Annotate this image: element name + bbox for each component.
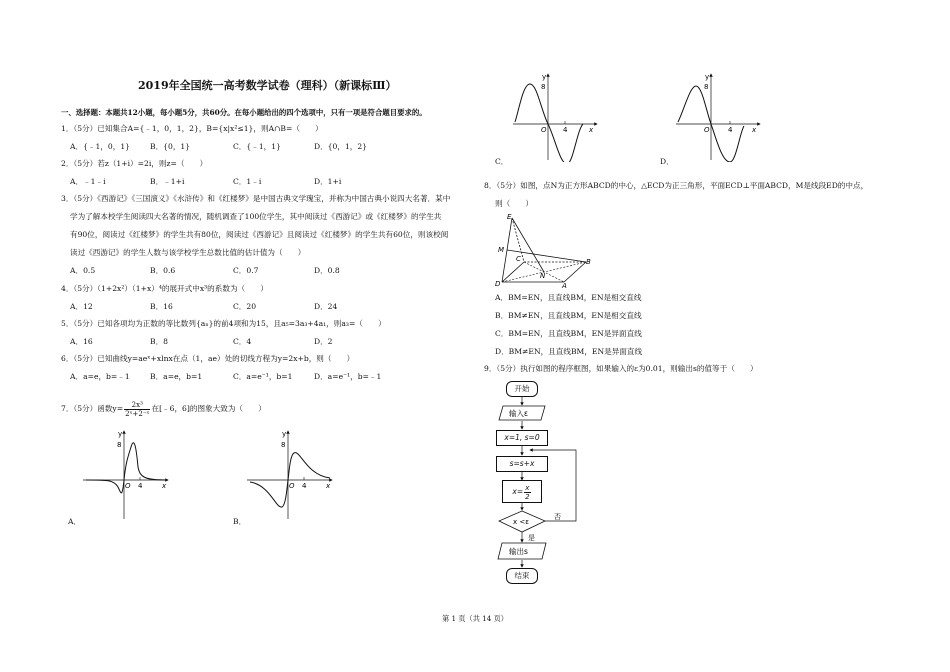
q3-line3: 有90位，阅读过《红楼梦》的学生共有80位，阅读过《西游记》且阅读过《红楼梦》的学生共有60位，则该校阅 (70, 230, 449, 239)
flow-start: 开始 (506, 381, 538, 397)
graph-b-origin: O (289, 482, 295, 490)
q8-option-d: D．BM≠EN，且直线BM，EN是异面直线 (495, 347, 643, 356)
graph-a-tick-y: 8 (117, 441, 122, 449)
q4-option-a: A．12 (70, 302, 93, 311)
q4-option-d: D．24 (314, 302, 338, 311)
q8-option-a: A．BM=EN，且直线BM，EN是相交直线 (495, 293, 642, 302)
q7-option-d: D． (660, 157, 674, 166)
q8-line1: 8．（5分）如图，点N为正方形ABCD的中心，△ECD为正三角形，平面ECD⊥平面ABCD，M是线段ED的中点， (484, 181, 869, 190)
q7-option-a: A． (68, 517, 82, 526)
q7-option-b: B． (233, 517, 247, 526)
graph-a-y-label: y (118, 430, 123, 438)
q5-stem: 5．（5分）已知各项均为正数的等比数列{aₙ}的前4项和为15，且a₅=3a₃+4a₁，则a₃=（ ） (61, 319, 386, 328)
q8-figure (494, 210, 594, 290)
q6-option-c: C．a=e⁻¹，b=1 (233, 372, 293, 381)
graph-d-tick-y: 8 (704, 83, 709, 91)
q6-option-b: B．a=e，b=1 (150, 372, 203, 381)
graph-c-origin: O (541, 126, 547, 134)
q7-graph-d (668, 70, 768, 162)
q5-option-b: B．8 (150, 337, 169, 346)
q8-label-d: D (495, 280, 501, 288)
q1-option-c: C．{﹣1，1} (233, 142, 281, 151)
q2-option-b: B．﹣1+i (150, 177, 185, 186)
q2-option-c: C．1﹣i (233, 177, 262, 186)
page-footer: 第 1 页（共 14 页） (442, 614, 508, 623)
q7-graph-a (78, 427, 178, 522)
graph-c-tick-x: 4 (563, 126, 568, 134)
q6-option-a: A．a=e，b=﹣1 (70, 372, 130, 381)
q4-stem: 4．（5分）（1+2x²）（1+x）⁴的展开式中x³的系数为（ ） (61, 284, 268, 293)
q7-graph-c (505, 70, 605, 162)
q8-label-m: M (498, 246, 505, 254)
q8-label-a: A (562, 282, 567, 290)
q7-stem (61, 400, 266, 418)
graph-b-tick-x: 4 (302, 482, 307, 490)
graph-d-origin: O (704, 126, 710, 134)
flow-no-label: 否 (554, 513, 561, 521)
flow-init: x=1, s=0 (496, 430, 548, 446)
flow-update-x-pre: x= (512, 487, 524, 496)
graph-a-origin: O (125, 482, 131, 490)
graph-b-x-label: x (326, 482, 331, 490)
q8-label-c: C (516, 255, 521, 263)
graph-c-y-label: y (542, 73, 547, 81)
q2-stem: 2．（5分）若z（1+i）=2i，则z=（ ） (61, 159, 208, 168)
flow-update-x-fraction (524, 484, 530, 501)
q8-label-b: B (586, 258, 591, 266)
q9-stem: 9．（5分）执行如图的程序框图，如果输入的ε为0.01，则输出s的值等于（ ） (484, 364, 758, 373)
q7-fraction (124, 401, 150, 418)
q5-option-a: A．16 (70, 337, 93, 346)
q1-stem: 1．（5分）已知集合A={﹣1，0，1，2}，B={x|x²≤1}，则A∩B=（ ） (61, 124, 323, 133)
flow-update-s: s=s+x (496, 456, 548, 472)
graph-b-tick-y: 8 (281, 441, 286, 449)
q3-option-c: C．0.7 (233, 266, 259, 275)
q7-graph-b (242, 427, 342, 522)
q3-line4: 读过《西游记》的学生人数与该学校学生总数比值的估计值为（ ） (70, 248, 306, 257)
q8-option-c: C．BM=EN，且直线BM，EN是异面直线 (495, 329, 642, 338)
flow-update-x-num: x (525, 483, 530, 492)
q7-numerator: 2x³ (124, 401, 150, 410)
q3-option-d: D．0.8 (314, 266, 340, 275)
q1-option-a: A．{﹣1，0，1} (70, 142, 131, 151)
q1-option-b: B．{0，1} (150, 142, 191, 151)
q7-denominator: 2ˣ+2⁻ˣ (125, 409, 150, 418)
graph-a-x-label: x (162, 482, 167, 490)
graph-c-x-label: x (589, 126, 594, 134)
flow-update-x (502, 480, 542, 503)
q8-label-e: E (507, 213, 512, 221)
q8-option-b: B．BM≠EN，且直线BM，EN是相交直线 (495, 311, 642, 320)
flow-update-x-den: 2 (525, 492, 530, 501)
graph-d-y-label: y (705, 73, 710, 81)
page-title: 2019年全国统一高考数学试卷（理科）（新课标Ⅲ） (138, 79, 397, 92)
q1-option-d: D．{0，1，2} (314, 142, 368, 151)
q7-option-c: C． (495, 157, 509, 166)
q2-option-a: A．﹣1﹣i (70, 177, 106, 186)
graph-c-tick-y: 8 (541, 83, 546, 91)
q7-stem-pre: 7．（5分）函数y= (61, 404, 124, 413)
graph-d-x-label: x (752, 126, 757, 134)
flow-end: 结束 (506, 568, 538, 584)
flow-yes-label: 是 (528, 534, 535, 542)
graph-b-y-label: y (282, 430, 287, 438)
flow-output: 输出s (509, 547, 528, 556)
q6-stem: 6．（5分）已知曲线y=aeˣ+xlnx在点（1，ae）处的切线方程为y=2x+b，则（ ） (61, 354, 355, 363)
graph-d-tick-x: 4 (728, 126, 733, 134)
q5-option-c: C．4 (233, 337, 252, 346)
q7-stem-post: 在[﹣6，6]的图象大致为（ ） (151, 404, 266, 413)
flow-input: 输入ε (509, 409, 529, 418)
graph-a-tick-x: 4 (138, 482, 143, 490)
flow-condition: x <ε (513, 518, 530, 526)
q6-option-d: D．a=e⁻¹，b=﹣1 (314, 372, 382, 381)
section-heading: 一、选择题：本题共12小题，每小题5分，共60分。在每小题给出的四个选项中，只有一项是符合题目要求的。 (61, 108, 427, 117)
q2-option-d: D．1+i (314, 177, 342, 186)
q3-line2: 学为了解本校学生阅读四大名著的情况，随机调查了100位学生，其中阅读过《西游记》或《红楼梦》的学生共 (70, 212, 442, 221)
q4-option-b: B．16 (150, 302, 173, 311)
q8-line2: 则（ ） (495, 199, 533, 208)
q3-option-b: B．0.6 (150, 266, 176, 275)
q4-option-c: C．20 (233, 302, 257, 311)
q3-line1: 3．（5分）《西游记》《三国演义》《水浒传》和《红楼梦》是中国古典文学瑰宝，并称为中国古典小说四大名著．某中 (61, 194, 451, 203)
q8-label-n: N (540, 272, 546, 280)
q5-option-d: D．2 (314, 337, 333, 346)
q3-option-a: A．0.5 (70, 266, 96, 275)
